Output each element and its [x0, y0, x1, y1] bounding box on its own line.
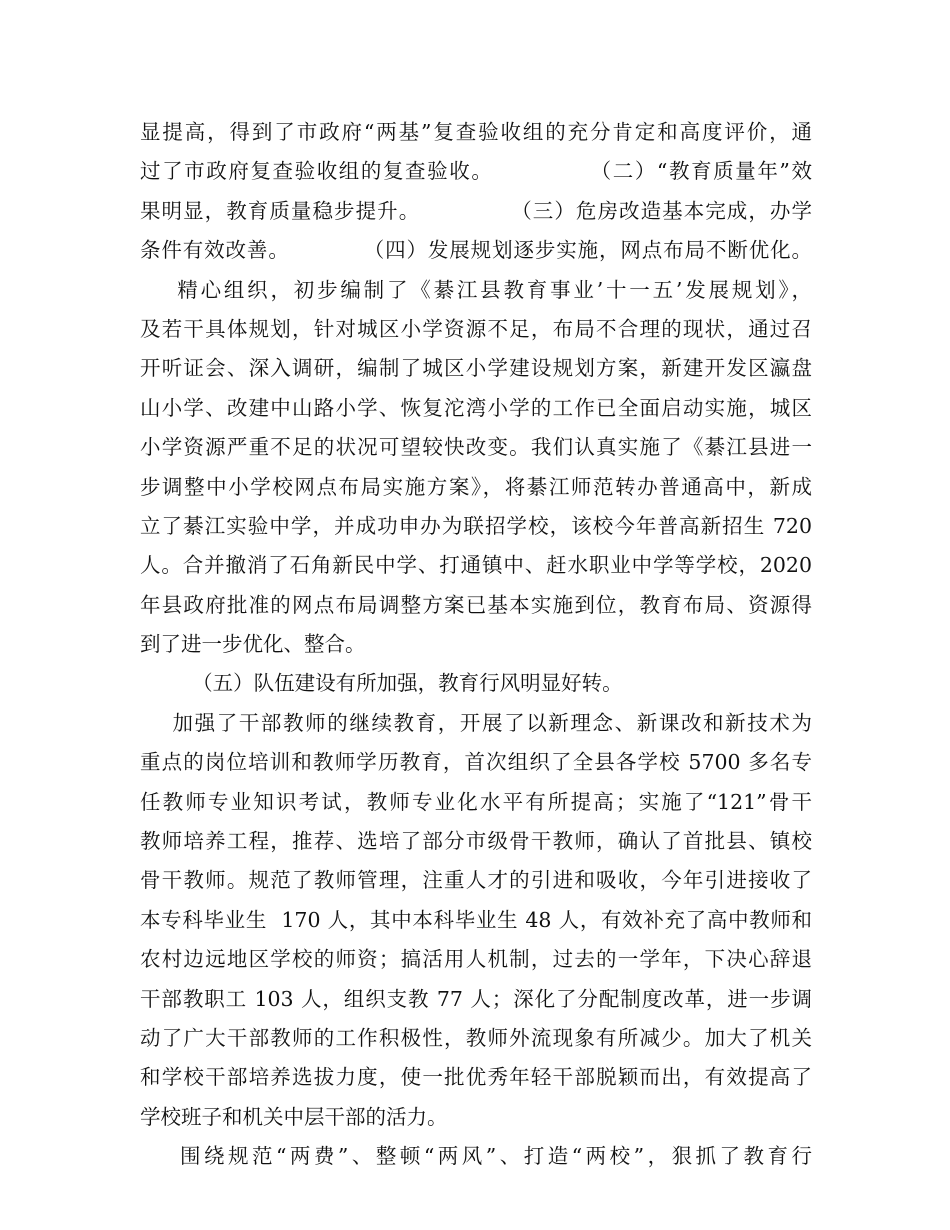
text-line: 学校班子和机关中层干部的活力。: [140, 1104, 448, 1129]
text-line: 骨干教师。规范了教师管理，注重人才的引进和吸收，今年引进接收了: [140, 868, 812, 893]
text-line: 山小学、改建中山路小学、恢复沱湾小学的工作已全面启动实施，城区: [140, 395, 812, 420]
text-line: 动了广大干部教师的工作积极性，教师外流现象有所减少。加大了机关: [140, 1025, 812, 1050]
text-line: 本专科毕业生 170 人，其中本科毕业生 48 人，有效补充了高中教师和: [140, 907, 812, 932]
text-line: 小学资源严重不足的状况可望较快改变。我们认真实施了《綦江县进一: [140, 435, 812, 460]
text-line: 教师培养工程，推荐、选培了部分市级骨干教师，确认了首批县、镇校: [140, 829, 812, 854]
text-line: 任教师专业知识考试，教师专业化水平有所提高；实施了“121”骨干: [140, 789, 812, 814]
text-line: 围绕规范“两费”、整顿“两风”、打造“两校”，狠抓了教育行: [140, 1144, 812, 1169]
text-line: 重点的岗位培训和教师学历教育，首次组织了全县各学校 5700 多名专: [140, 750, 812, 775]
text-line: 干部教职工 103 人，组织支教 77 人；深化了分配制度改革，进一步调: [140, 986, 812, 1011]
text-line: 加强了干部教师的继续教育，开展了以新理念、新课改和新技术为: [140, 710, 812, 735]
text-line: 果明显，教育质量稳步提升。 （三）危房改造基本完成，办学: [140, 198, 812, 223]
text-line: 过了市政府复查验收组的复查验收。 （二）“教育质量年”效: [140, 159, 812, 184]
text-line: 和学校干部培养选拔力度，使一批优秀年轻干部脱颖而出，有效提高了: [140, 1065, 812, 1090]
text-line: 条件有效改善。 （四）发展规划逐步实施，网点布局不断优化。: [140, 238, 812, 263]
text-line: 立了綦江实验中学，并成功申办为联招学校，该校今年普高新招生 720: [140, 513, 812, 538]
text-line: 年县政府批准的网点布局调整方案已基本实施到位，教育布局、资源得: [140, 592, 812, 617]
text-line: 及若干具体规划，针对城区小学资源不足，布局不合理的现状，通过召: [140, 316, 812, 341]
document-body: [140, 113, 812, 1177]
text-line: 精心组织，初步编制了《綦江县教育事业’十一五’发展规划》，: [140, 277, 812, 302]
text-line: 开听证会、深入调研，编制了城区小学建设规划方案，新建开发区瀛盘: [140, 356, 812, 381]
text-line: 到了进一步优化、整合。: [140, 632, 366, 657]
text-line: 步调整中小学校网点布局实施方案》，将綦江师范转办普通高中，新成: [140, 474, 812, 499]
section-heading: （五）队伍建设有所加强，教育行风明显好转。: [140, 671, 623, 696]
text-line: 人。合并撤消了石角新民中学、打通镇中、赶水职业中学等学校，2020: [140, 553, 812, 578]
text-line: 显提高，得到了市政府“两基”复查验收组的充分肯定和高度评价，通: [140, 120, 812, 144]
text-line: 农村边远地区学校的师资；搞活用人机制，过去的一学年，下决心辞退: [140, 947, 812, 972]
